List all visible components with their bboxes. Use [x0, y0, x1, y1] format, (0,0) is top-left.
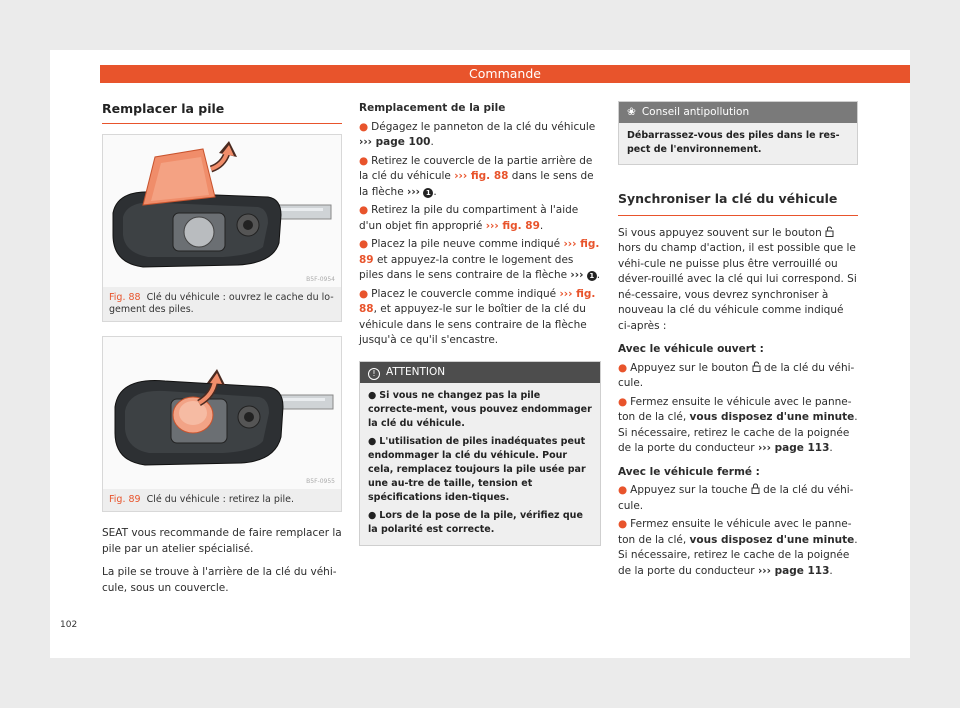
bullet-icon: ● [359, 154, 369, 167]
chapter-header: Commande [100, 65, 910, 83]
attention-header [360, 362, 600, 383]
emphasis-text: vous disposez d'une minute [689, 411, 855, 423]
paragraph [618, 226, 858, 335]
eco-tip-header [619, 102, 857, 123]
section-title: Remplacer la pile [102, 95, 342, 124]
bullet-icon: ● [359, 120, 369, 133]
bullet-icon: ● [368, 509, 377, 521]
subsection-title: Avec le véhicule fermé : [618, 465, 760, 478]
list-item: ● Placez la pile neuve comme indiqué ››› fig. 89 et appuyez-la contre le logement des piles dans le sens contraire de la flèche ››› 1 . [359, 238, 601, 281]
figure-88 [102, 134, 342, 322]
figure-caption [103, 489, 341, 511]
bullet-icon: ● [359, 204, 369, 216]
list-item: ● Fermez ensuite le véhicule avec le panne-ton de la clé, vous disposez d'une minute. Si nécessaire, retirez le cache de la poignée de la porte du conducteur ››› page 113. [618, 395, 858, 454]
list-text: Appuyez sur le bouton [630, 361, 749, 374]
subsection-title: Remplacement de la pile [359, 102, 506, 114]
list-text: dans le sens de la flèche [359, 170, 594, 198]
list-item: ● Retirez la pile du compartiment à l'aide d'un objet fin approprié ››› fig. 89. [359, 204, 579, 232]
page-link[interactable]: ››› page 100 [359, 136, 431, 148]
lock-icon [751, 483, 760, 494]
paragraph: La pile se trouve à l'arrière de la clé du véhi-cule, sous un couvercle. [102, 566, 337, 594]
list-item [359, 287, 601, 349]
list-item: ● Dégagez le panneton de la clé du véhicule ››› page 100. [359, 120, 596, 148]
figure-number: Fig. 88 [109, 292, 141, 303]
list-item [618, 483, 858, 514]
figure-link[interactable]: ››› fig. 89 [485, 219, 540, 232]
middle-column [359, 95, 601, 546]
list-text: , et appuyez-le sur le boîtier de la clé du véhicule dans le sens contraire de la flèche jusqu'à ce qu'il s'encastre. [359, 303, 587, 346]
list-text: Retirez le couvercle de la partie arrière de la clé du véhicule [359, 154, 593, 182]
bullet-icon: ● [359, 238, 369, 250]
list-text: Appuyez sur la touche [630, 484, 748, 496]
figure-89 [102, 336, 342, 512]
list-item: ● Retirez le couvercle de la partie arrière de la clé du véhicule ››› fig. 88 dans le sens de la flèche ››› 1 . [359, 154, 594, 198]
list-text: et appuyez-la contre le logement des piles dans le sens contraire de la flèche [359, 253, 574, 281]
page-link[interactable]: ››› page 113 [757, 564, 830, 577]
paragraph-text: hors du champ d'action, il est possible que le véhi-cule ne puisse plus être verrouillé ou déver-rouillé avec la clé qui lui correspond. Si né-cessaire, vous devrez synchroniser à nouveau la clé du véhicule comme indiqué ci-après : [618, 242, 857, 332]
key-remove-battery-illustration [103, 337, 341, 489]
caption-text: Clé du véhicule : retirez la pile. [146, 494, 294, 505]
caption-text: Clé du véhicule : ouvrez le cache du lo-gement des piles. [109, 292, 334, 315]
list-text: . Si nécessaire, retirez le cache de la poignée de la porte du conducteur [618, 411, 858, 454]
eco-tip-title: Conseil antipollution [641, 106, 750, 118]
right-column [618, 95, 858, 579]
paragraph-text: Si vous appuyez souvent sur le bouton [618, 226, 822, 239]
list-text: Dégagez le panneton de la clé du véhicule [371, 120, 596, 133]
eco-tip-text: Débarrassez-vous des piles dans le res-pect de l'environnement. [627, 130, 840, 155]
bullet-icon: ● [618, 395, 628, 408]
bullet-icon: ● [618, 361, 628, 374]
attention-body [360, 383, 600, 545]
leaf-icon: ❀ [627, 106, 636, 118]
paragraph: SEAT vous recommande de faire remplacer la pile par un atelier spécialisé. [102, 527, 342, 555]
figure-caption [103, 287, 341, 321]
unlock-icon [752, 361, 761, 372]
list-text: Fermez ensuite le véhicule avec le panne-ton de la clé, [618, 395, 852, 423]
list-text: Retirez la pile du compartiment à l'aide d'un objet fin approprié [359, 204, 579, 232]
figure-link[interactable]: ››› fig. 88 [359, 287, 596, 315]
left-column [102, 95, 342, 596]
warning-icon: ! [368, 368, 380, 380]
bullet-icon: ● [618, 518, 628, 530]
eco-tip-box [618, 101, 858, 165]
figure-link[interactable]: ››› fig. 88 [454, 170, 509, 182]
figure-number: Fig. 89 [109, 494, 141, 505]
arrow-marker: ››› [570, 269, 584, 281]
number-circle-icon: 1 [587, 271, 597, 281]
key-battery-cover-illustration [103, 135, 341, 287]
list-text: de la clé du véhi-cule. [618, 361, 855, 389]
list-text: Fermez ensuite le véhicule avec le panne-ton de la clé, [618, 518, 852, 546]
attention-title: ATTENTION [386, 365, 446, 378]
attention-item [368, 509, 592, 537]
bullet-icon: ● [618, 484, 628, 496]
manual-page [50, 50, 910, 658]
list-item: ● Fermez ensuite le véhicule avec le panne-ton de la clé, vous disposez d'une minute. Si nécessaire, retirez le cache de la poignée de la porte du conducteur ››› page 113. [618, 518, 858, 577]
attention-item [368, 435, 592, 505]
attention-item [368, 389, 592, 431]
attention-text: Lors de la pose de la pile, vérifiez que la polarité est correcte. [368, 509, 583, 535]
subsection-title: Avec le véhicule ouvert : [618, 343, 764, 355]
bullet-icon: ● [368, 435, 377, 447]
emphasis-text: vous disposez d'une minute [689, 533, 855, 546]
figure-code: B5F-0954 [306, 276, 335, 283]
page-number: 102 [60, 620, 78, 630]
key-remove-battery-drawing [103, 337, 341, 489]
attention-text: Si vous ne changez pas la pile correcte-ment, vous pouvez endommager la clé du véhicule. [368, 389, 592, 429]
number-circle-icon: 1 [423, 188, 433, 198]
bullet-icon: ● [359, 287, 369, 300]
section-title: Synchroniser la clé du véhicule [618, 191, 858, 216]
bullet-icon: ● [368, 389, 377, 401]
list-text: Placez la pile neuve comme indiqué [371, 238, 561, 250]
key-open-cover-drawing [103, 135, 341, 287]
list-text: . Si nécessaire, retirez le cache de la poignée de la porte du conducteur [618, 533, 858, 577]
list-text: de la clé du véhi-cule. [618, 484, 854, 512]
figure-link[interactable]: ››› fig. 89 [359, 238, 600, 266]
list-item [618, 361, 858, 392]
unlock-icon [825, 226, 834, 237]
figure-code: B5F-0955 [306, 478, 335, 485]
arrow-marker: ››› [407, 185, 420, 198]
page-link[interactable]: ››› page 113 [757, 442, 830, 454]
attention-box [359, 361, 601, 546]
attention-text: L'utilisation de piles inadéquates peut endommager la clé du véhicule. Pour cela, remplacez toujours la pile usée par une au-tre de taille, tension et spécifications iden-tiques. [368, 435, 586, 503]
list-text: Placez le couvercle comme indiqué [371, 287, 557, 300]
